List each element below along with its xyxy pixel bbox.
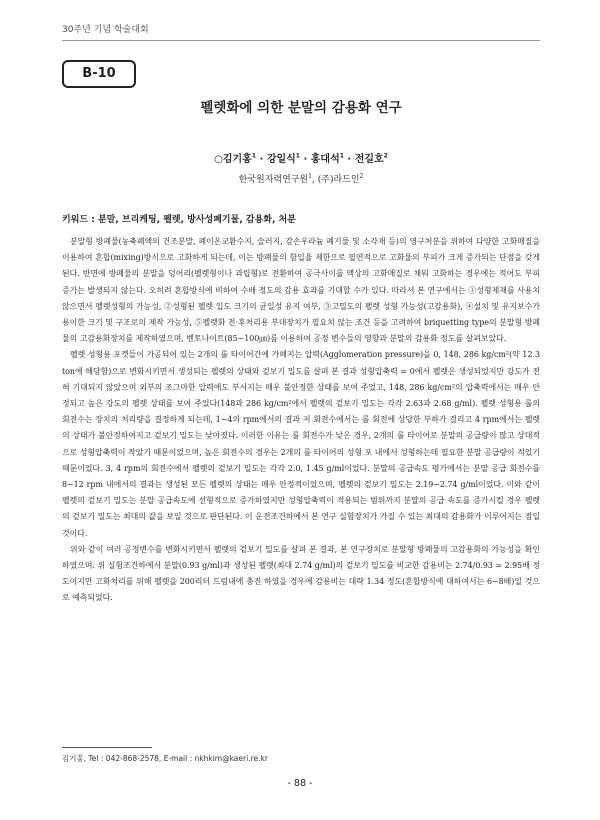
affiliation-mark: 2 (359, 173, 364, 180)
body-paragraph: 분말형 방폐물(농축폐액의 건조분말, 폐이온교환수지, 슬러지, 감손우라늄 폐기물 및 소각재 등)의 영구처분을 위하여 다양한 고화매질을 이용하여 혼합(mixing)방식으로 고화하게 되는데, 이는 방폐물의 함입율 제한으로 필연적으로 고화물의 부피가 크게 증가되는 단점을 갖게 된다. 반면에 방폐물의 분말을 덩어리(펠렛형이나 과립형)로 전환하여 공극사이를 액상의 고화매질로 채워 고화하는 경우에는 적어도 부피증가는 발생되지 않는다. 오히려 혼합방식에 비하여 수배 정도의 감용 효과를 기대할 수가 있다. 따라서 본 연구에서는 ①성형제재를 사용치 않으면서 펠렛성형의 가능성, ②성형된 펠렛 입도 크기의 균일성 유지 여부, ③고밀도의 펠렛 성형 가능성(고감용화), ④설치 및 유지보수가 용이한 크기 및 구조로의 제작 가능성, ⑤펠렛화 전·후처리용 부대장치가 필요치 않는 조건 등을 고려하여 briquetting type의 분말형 방폐물의 고감용화장치를 제작하였으며, 벤토나이트(85∼100㎛)를 이용하여 공정 변수들의 영향과 분말의 감용화 정도를 살펴보았다. (62, 237, 540, 344)
author-name: 전길호 (354, 154, 384, 165)
author-list (62, 150, 540, 165)
session-code-badge: B-10 (62, 60, 136, 88)
affiliation-mark: 1 (308, 173, 312, 180)
author-separator: · (299, 154, 311, 165)
author-affiliation-mark: 1 (339, 152, 344, 160)
author-affiliation-mark: 1 (295, 152, 300, 160)
author-name: 강일식 (266, 154, 296, 165)
paper-title: 펠렛화에 의한 분말의 감용화 연구 (200, 100, 402, 116)
affiliation-name: (주)라드인 (317, 175, 360, 185)
abstract-body (62, 234, 540, 674)
affiliation-name: 한국원자력연구원 (238, 175, 309, 185)
footnote-rule (62, 747, 152, 748)
author-name: ○김기홍 (214, 154, 252, 165)
conference-header: 30주년 기념 학술대회 (62, 25, 149, 35)
body-paragraph: 위와 같이 여러 공정변수를 변화시키면서 펠렛의 겉보기 밀도를 살펴 본 결과, 본 연구장치로 분말형 방폐물의 고감용화의 가능성을 확인하였으며. 위 실험조건하에서 분말(0.93 g/ml)과 생성된 펠렛(최대 2.74 g/ml)의 겉보기 밀도를 비교한 감용비는 2.74/0.93 = 2.95배 정도이지만 고화처리를 위해 펠렛을 200리터 드럼내에 충진 하였을 경우에 감용비는 대략 1.34 정도(혼합방식에 대하여서는 6∼8배)일 것으로 예측되었다. (62, 544, 540, 603)
header-rule (62, 40, 540, 41)
author-affiliation-mark: 2 (383, 152, 388, 160)
author-affiliation-mark: 1 (251, 152, 257, 160)
author-separator: · (343, 154, 355, 165)
body-paragraph: 펠렛 성형용 포켓들이 가공되어 있는 2개의 롤 타이어간에 가해지는 압력(Agglomeration pressure)을 0, 148, 286 kg/cm²(약 12.3 ton에 해당함)으로 변화시키면서 생성되는 펠렛의 상태와 겉보기 밀도를 살펴 본 결과 성형압축력 = 0에서 펠렛은 생성되었지만 강도가 전혀 기대되지 않았으며 외부의 조그마한 압력에도 부서지는 매우 불안정한 상태를 보여 주었고, 148, 286 kg/cm²의 압축력에서는 매우 안정되고 높은 강도의 펠렛 상태를 보여 주었다(148과 286 kg/cm²에서 펠렛의 겉보기 밀도는 각각 2.63과 2.68 g/ml). 펠렛 성형용 롤의 회전수는 장치의 처리량을 결정하게 되는데, 1∼4의 rpm에서의 결과 저 회전수에서는 롤 회전에 상당한 부하가 걸리고 4 rpm에서는 펠렛의 상태가 불안정하여지고 겉보기 밀도는 낮아졌다. 이러한 이유는 롤 회전수가 낮은 경우, 2개의 롤 타이어로 분말의 공급량이 많고 상대적으로 성형압축력이 작았기 때문이었으며, 높은 회전수의 경우는 2개의 롤 타이어의 성형 포 내에서 성형하는데 필요한 분말 공급량이 적었기 때문이었다. 3, 4 rpm의 회전수에서 펠렛의 겉보기 밀도는 각각 2.0, 1.45 g/ml이었다. 분말의 공급속도 평가에서는 분말 공급 회전수를 8∼12 rpm 내에서의 결과는 생성된 모든 펠렛의 상태는 매우 안정적이었으며, 펠렛의 겉보기 밀도는 2.19∼2.74 g/ml이었다. 이와 같이 펠렛의 겉보기 밀도는 분말 공급속도에 선형적으로 증가하였지만 성형압축력이 적용되는 범위까지 분말의 공급 속도를 증가시킬 경우 펠렛의 겉보기 밀도는 최대의 값을 보일 것으로 판단된다. 이 운전조건하에서 본 연구 실험장치가 가질 수 있는 최대의 감용화가 이루어지는 점일 것이다. (62, 350, 540, 538)
page-number: - 88 - (287, 778, 313, 789)
footnote-contact: 김기홍, Tel : 042-868-2578, E-mail : nkhkim@kaeri.re.kr (62, 754, 268, 763)
affiliation-list: 한국원자력연구원$^1$, (주)라드인$^2$ (238, 173, 364, 185)
keywords-line: 키워드 : 분말, 브리케팅, 펠렛, 방사성폐기물, 감용화, 처분 (62, 215, 296, 225)
author-separator: · (256, 154, 267, 165)
author-name: 홍대석 (310, 154, 340, 165)
